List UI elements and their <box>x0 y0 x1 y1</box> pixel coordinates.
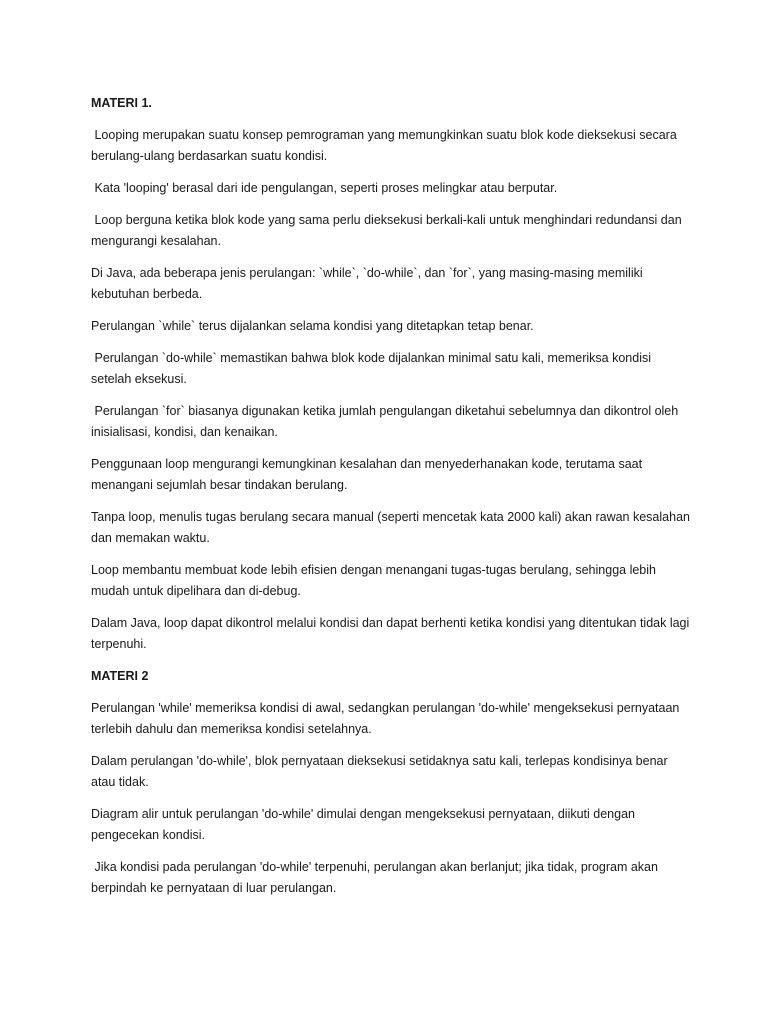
section-heading-materi-2: MATERI 2 <box>91 669 149 683</box>
paragraph: Kata 'looping' berasal dari ide pengulangan, seperti proses melingkar atau berputar. <box>91 181 558 195</box>
paragraph: Penggunaan loop mengurangi kemungkinan kesalahan dan menyederhanakan kode, terutama saat menangani sejumlah besar tindakan berulang. <box>91 457 646 492</box>
section-heading-materi-1: MATERI 1. <box>91 96 152 110</box>
document-page <box>91 93 694 910</box>
paragraph: Perulangan `for` biasanya digunakan ketika jumlah pengulangan diketahui sebelumnya dan dikontrol oleh inisialisasi, kondisi, dan kenaikan. <box>91 404 682 439</box>
paragraph: Looping merupakan suatu konsep pemrograman yang memungkinkan suatu blok kode dieksekusi secara berulang-ulang berdasarkan suatu kondisi. <box>91 128 681 163</box>
paragraph: Loop membantu membuat kode lebih efisien dengan menangani tugas-tugas berulang, sehingga lebih mudah untuk dipelihara dan di-debug. <box>91 563 660 598</box>
paragraph: Perulangan `do-while` memastikan bahwa blok kode dijalankan minimal satu kali, memeriksa kondisi setelah eksekusi. <box>91 351 655 386</box>
paragraph: Tanpa loop, menulis tugas berulang secara manual (seperti mencetak kata 2000 kali) akan rawan kesalahan dan memakan waktu. <box>91 510 694 545</box>
paragraph: Di Java, ada beberapa jenis perulangan: `while`, `do-while`, dan `for`, yang masing-masing memiliki kebutuhan berbeda. <box>91 266 647 301</box>
paragraph: Dalam perulangan 'do-while', blok pernyataan dieksekusi setidaknya satu kali, terlepas kondisinya benar atau tidak. <box>91 754 672 789</box>
paragraph: Loop berguna ketika blok kode yang sama perlu dieksekusi berkali-kali untuk menghindari redundansi dan mengurangi kesalahan. <box>91 213 686 248</box>
paragraph: Jika kondisi pada perulangan 'do-while' terpenuhi, perulangan akan berlanjut; jika tidak, program akan berpindah ke pernyataan di luar perulangan. <box>91 860 662 895</box>
paragraph: Perulangan 'while' memeriksa kondisi di awal, sedangkan perulangan 'do-while' mengeksekusi pernyataan terlebih dahulu dan memeriksa kondisi setelahnya. <box>91 701 683 736</box>
paragraph: Diagram alir untuk perulangan 'do-while' dimulai dengan mengeksekusi pernyataan, diikuti dengan pengecekan kondisi. <box>91 807 639 842</box>
paragraph: Dalam Java, loop dapat dikontrol melalui kondisi dan dapat berhenti ketika kondisi yang ditentukan tidak lagi terpenuhi. <box>91 616 693 651</box>
paragraph: Perulangan `while` terus dijalankan selama kondisi yang ditetapkan tetap benar. <box>91 319 534 333</box>
